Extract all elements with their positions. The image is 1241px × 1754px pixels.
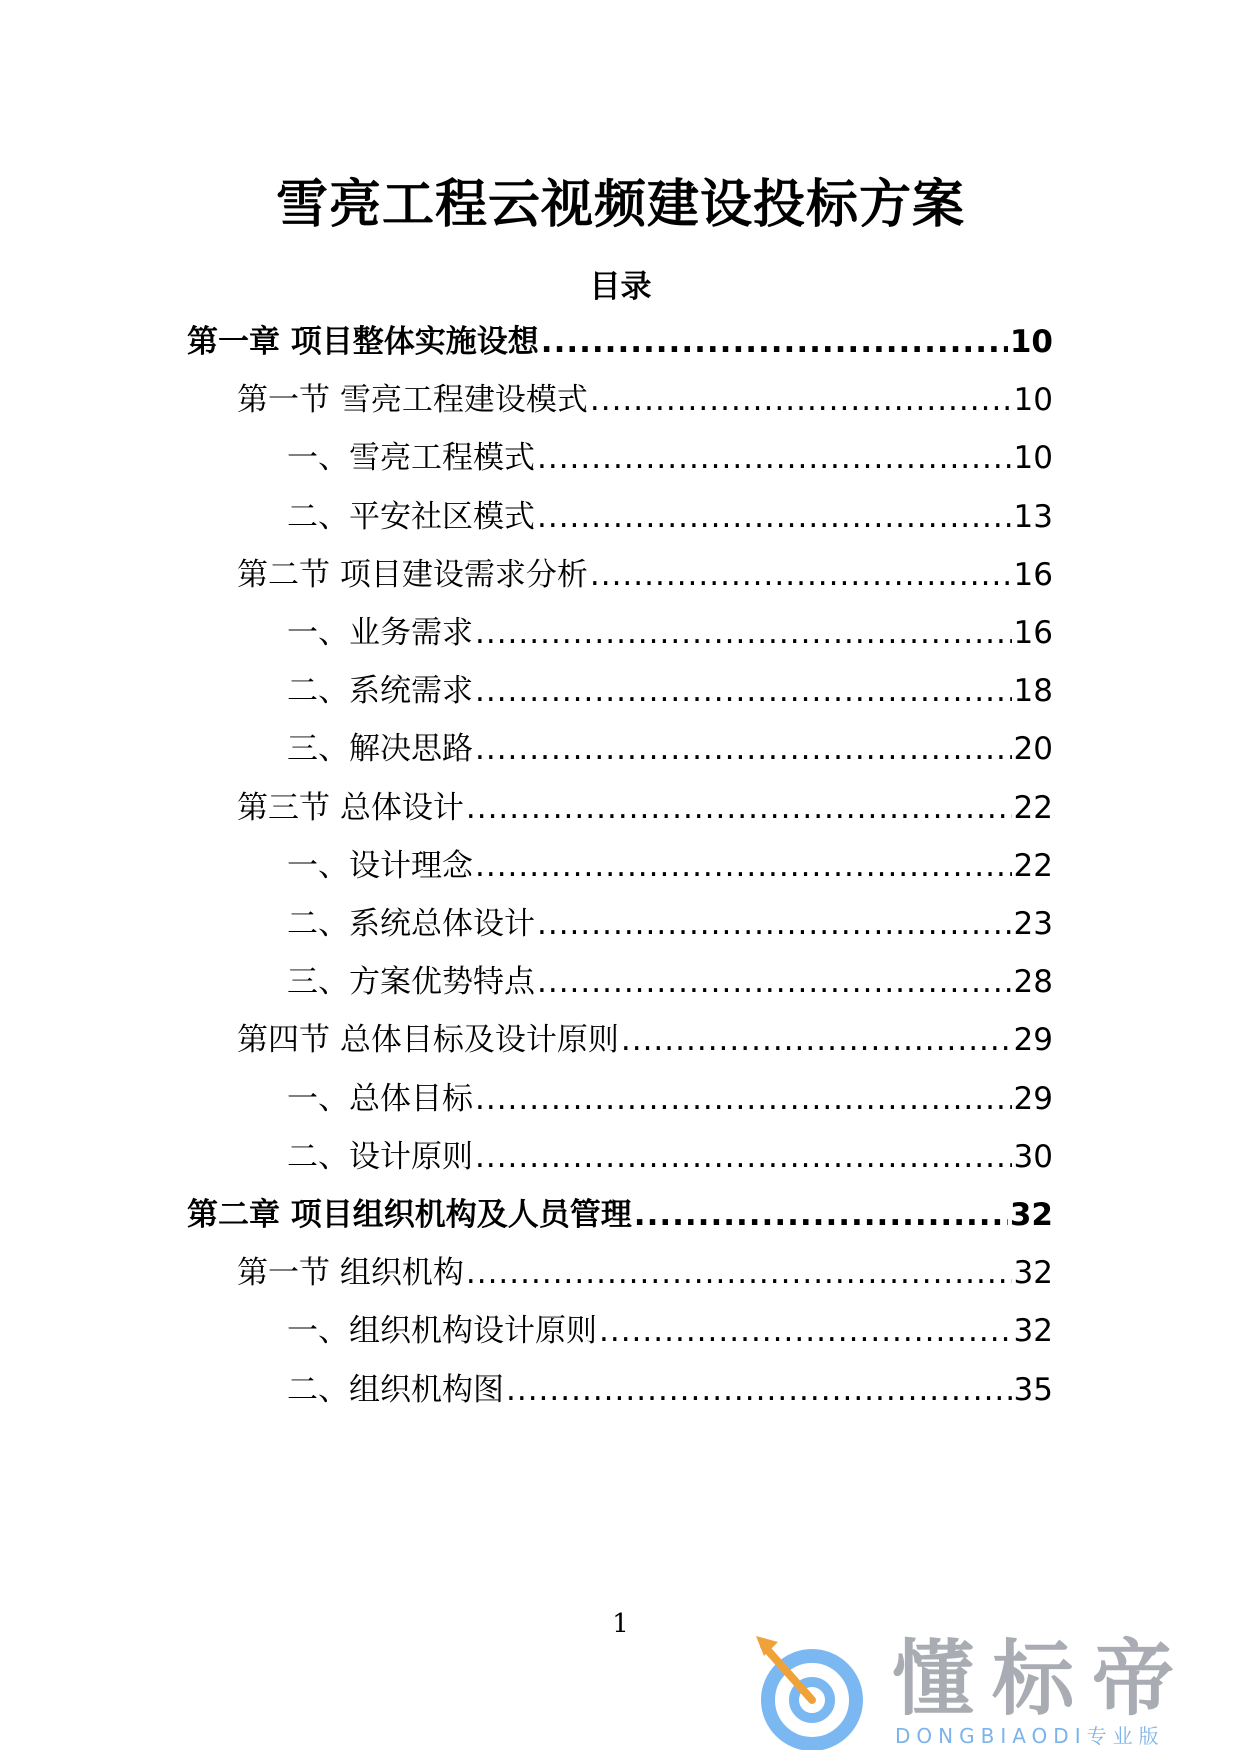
toc-entry[interactable] (237, 370, 1053, 420)
toc-leader-dots (475, 671, 1012, 711)
toc-leader-dots (590, 380, 1012, 420)
toc-entry-page: 29 (1013, 1080, 1053, 1117)
toc-entry-label: 第一节 组织机构 (237, 1255, 464, 1292)
watermark (742, 1632, 1222, 1750)
toc-leader-dots (466, 788, 1012, 828)
toc-entry-label: 二、平安社区模式 (287, 498, 535, 535)
toc-leader-dots (475, 1079, 1012, 1119)
page-number: 1 (612, 1609, 629, 1639)
document-title: 雪亮工程云视频建设投标方案 (275, 175, 965, 235)
toc-heading: 目录 (589, 269, 652, 305)
toc-leader-dots (475, 729, 1012, 769)
toc-entry-page: 29 (1013, 1022, 1053, 1059)
toc-entry-page: 22 (1013, 789, 1053, 826)
toc-entry[interactable] (187, 1185, 1053, 1235)
toc-entry[interactable] (287, 487, 1053, 537)
toc-entry[interactable] (237, 1243, 1053, 1293)
watermark-brand: 懂标帝 (892, 1632, 1193, 1727)
toc-entry-label: 第四节 总体目标及设计原则 (237, 1022, 619, 1059)
toc-leader-dots (475, 613, 1012, 653)
toc-entry[interactable] (287, 1127, 1053, 1177)
toc-entry[interactable] (287, 836, 1053, 886)
toc-leader-dots (466, 1253, 1012, 1293)
toc-entry-label: 二、系统需求 (287, 673, 473, 710)
toc-entry-page: 30 (1013, 1138, 1053, 1175)
toc-entry-label: 三、方案优势特点 (287, 964, 535, 1001)
toc-entry-page: 13 (1013, 498, 1053, 535)
toc-entry-page: 32 (1013, 1255, 1053, 1292)
toc-leader-dots (537, 904, 1012, 944)
target-arrow-icon (742, 1632, 882, 1750)
toc-entry[interactable] (237, 1010, 1053, 1060)
toc-entry-page: 10 (1013, 440, 1053, 477)
toc-entry-page: 10 (1009, 324, 1053, 360)
toc-leader-dots (537, 962, 1012, 1002)
toc-entry-label: 一、雪亮工程模式 (287, 440, 535, 477)
toc-leader-dots (541, 322, 1008, 362)
toc-entry-page: 18 (1013, 673, 1053, 710)
toc-leader-dots (621, 1020, 1012, 1060)
toc-entry-label: 二、设计原则 (287, 1138, 473, 1175)
toc-entry-page: 20 (1013, 731, 1053, 768)
toc-entry[interactable] (287, 1301, 1053, 1351)
toc-entry-page: 10 (1013, 382, 1053, 419)
toc-leader-dots (634, 1195, 1008, 1235)
watermark-subtitle: DONGBIAODI专业版 (895, 1724, 1165, 1748)
toc-entry-label: 一、总体目标 (287, 1080, 473, 1117)
toc-entry-page: 32 (1013, 1313, 1053, 1350)
toc-entry[interactable] (237, 545, 1053, 595)
toc-entry[interactable] (287, 428, 1053, 478)
toc-entry[interactable] (287, 661, 1053, 711)
toc-entry[interactable] (287, 1360, 1053, 1410)
toc-entry-label: 一、业务需求 (287, 615, 473, 651)
toc-leader-dots (475, 1137, 1012, 1177)
toc-leader-dots (599, 1311, 1012, 1351)
toc-entry[interactable] (287, 1069, 1053, 1119)
toc-leader-dots (537, 438, 1012, 478)
toc-entry-label: 一、设计理念 (287, 847, 473, 884)
toc-entry[interactable] (287, 719, 1053, 769)
toc-entry[interactable] (287, 952, 1053, 1002)
toc-leader-dots (506, 1370, 1012, 1410)
toc-entry[interactable] (187, 312, 1053, 362)
toc-entry-label: 第二章 项目组织机构及人员管理 (187, 1197, 632, 1233)
toc-entry-page: 35 (1013, 1371, 1053, 1408)
toc-entry-label: 一、组织机构设计原则 (287, 1313, 597, 1350)
toc-entry-label: 第二节 项目建设需求分析 (237, 556, 588, 593)
toc-leader-dots (475, 846, 1012, 886)
toc-leader-dots (537, 497, 1012, 537)
toc-entry-page: 32 (1009, 1197, 1053, 1233)
toc-entry-label: 二、组织机构图 (287, 1371, 504, 1408)
toc-entry[interactable] (237, 778, 1053, 828)
toc-entry-page: 16 (1013, 556, 1053, 593)
toc-entry-page: 28 (1013, 964, 1053, 1001)
toc-entry[interactable] (287, 894, 1053, 944)
toc-entry-label: 第一节 雪亮工程建设模式 (237, 382, 588, 419)
toc-entry[interactable] (287, 603, 1053, 653)
toc-entry-label: 二、系统总体设计 (287, 906, 535, 942)
toc-entry-page: 22 (1013, 847, 1053, 884)
toc-entry-page: 23 (1013, 906, 1053, 942)
toc-entry-label: 第三节 总体设计 (237, 789, 464, 826)
toc-entry-label: 第一章 项目整体实施设想 (187, 324, 539, 360)
toc-entry-label: 三、解决思路 (287, 731, 473, 768)
toc-leader-dots (590, 555, 1012, 595)
toc-entry-page: 16 (1013, 615, 1053, 651)
